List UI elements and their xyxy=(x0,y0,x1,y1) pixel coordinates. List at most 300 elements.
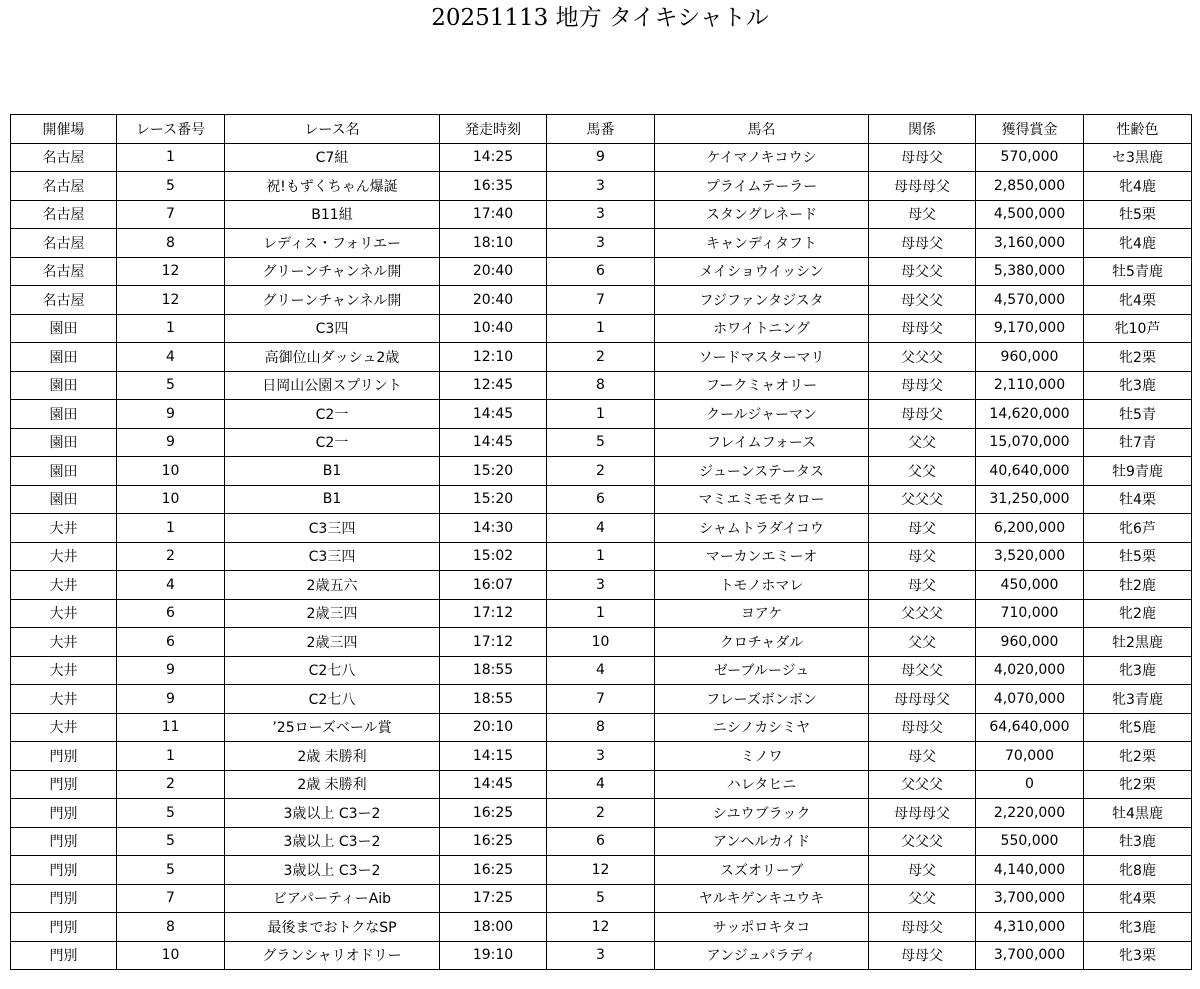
cell-race-number: 10 xyxy=(117,457,225,486)
cell-sex-age-color: 牝8鹿 xyxy=(1084,856,1192,885)
cell-post-time: 20:40 xyxy=(440,286,547,315)
cell-horse-name: ミノワ xyxy=(655,742,869,771)
cell-post-time: 17:12 xyxy=(440,599,547,628)
cell-race-number: 1 xyxy=(117,314,225,343)
cell-horse-name: アンヘルカイド xyxy=(655,827,869,856)
page-title: 20251113 地方 タイキシャトル xyxy=(431,5,769,31)
cell-race-name: B1 xyxy=(225,457,440,486)
cell-sex-age-color: 牡5栗 xyxy=(1084,200,1192,229)
cell-venue: 名古屋 xyxy=(11,172,117,201)
cell-relation: 父父父 xyxy=(869,770,976,799)
cell-earnings: 2,110,000 xyxy=(976,371,1084,400)
cell-relation: 母母父 xyxy=(869,229,976,258)
column-header-race-number: レース番号 xyxy=(117,115,225,144)
cell-venue: 園田 xyxy=(11,400,117,429)
cell-venue: 大井 xyxy=(11,599,117,628)
cell-race-name: C2一 xyxy=(225,428,440,457)
cell-race-number: 7 xyxy=(117,200,225,229)
table-row xyxy=(11,742,1192,771)
cell-sex-age-color: 牡2鹿 xyxy=(1084,571,1192,600)
cell-sex-age-color: 牡7青 xyxy=(1084,428,1192,457)
cell-venue: 園田 xyxy=(11,371,117,400)
cell-race-number: 12 xyxy=(117,286,225,315)
cell-relation: 母父 xyxy=(869,571,976,600)
cell-horse-number: 4 xyxy=(547,656,655,685)
cell-post-time: 16:25 xyxy=(440,827,547,856)
cell-venue: 大井 xyxy=(11,685,117,714)
cell-post-time: 16:07 xyxy=(440,571,547,600)
cell-post-time: 17:25 xyxy=(440,884,547,913)
column-header-race-name: レース名 xyxy=(225,115,440,144)
cell-post-time: 20:10 xyxy=(440,713,547,742)
cell-sex-age-color: 牡2黒鹿 xyxy=(1084,628,1192,657)
cell-race-number: 5 xyxy=(117,172,225,201)
cell-earnings: 6,200,000 xyxy=(976,514,1084,543)
cell-race-number: 8 xyxy=(117,913,225,942)
cell-horse-number: 6 xyxy=(547,485,655,514)
cell-race-number: 7 xyxy=(117,884,225,913)
cell-horse-name: シユウブラック xyxy=(655,799,869,828)
table-header-row xyxy=(11,115,1192,144)
cell-earnings: 960,000 xyxy=(976,628,1084,657)
cell-sex-age-color: 牝4栗 xyxy=(1084,884,1192,913)
cell-horse-name: フレーズボンボン xyxy=(655,685,869,714)
cell-race-number: 4 xyxy=(117,343,225,372)
cell-horse-number: 1 xyxy=(547,599,655,628)
cell-horse-name: クールジャーマン xyxy=(655,400,869,429)
cell-race-name: 2歳三四 xyxy=(225,628,440,657)
cell-horse-number: 9 xyxy=(547,143,655,172)
cell-horse-name: ケイマノキコウシ xyxy=(655,143,869,172)
cell-race-name: 2歳五六 xyxy=(225,571,440,600)
cell-earnings: 40,640,000 xyxy=(976,457,1084,486)
cell-race-number: 4 xyxy=(117,571,225,600)
cell-post-time: 15:02 xyxy=(440,542,547,571)
cell-post-time: 14:25 xyxy=(440,143,547,172)
cell-earnings: 4,570,000 xyxy=(976,286,1084,315)
table-row xyxy=(11,457,1192,486)
table-row xyxy=(11,628,1192,657)
cell-race-number: 5 xyxy=(117,799,225,828)
cell-sex-age-color: 牝3栗 xyxy=(1084,941,1192,970)
cell-race-name: ’25ローズベール賞 xyxy=(225,713,440,742)
cell-horse-name: ヤルキゲンキユウキ xyxy=(655,884,869,913)
cell-horse-number: 3 xyxy=(547,200,655,229)
cell-horse-number: 1 xyxy=(547,400,655,429)
table-row xyxy=(11,599,1192,628)
cell-venue: 名古屋 xyxy=(11,200,117,229)
cell-venue: 大井 xyxy=(11,713,117,742)
cell-race-number: 8 xyxy=(117,229,225,258)
cell-horse-name: ソードマスターマリ xyxy=(655,343,869,372)
cell-earnings: 4,020,000 xyxy=(976,656,1084,685)
column-header-venue: 開催場 xyxy=(11,115,117,144)
cell-relation: 母母父 xyxy=(869,371,976,400)
cell-post-time: 15:20 xyxy=(440,485,547,514)
cell-post-time: 18:55 xyxy=(440,656,547,685)
table-row xyxy=(11,770,1192,799)
cell-sex-age-color: 牝2栗 xyxy=(1084,343,1192,372)
cell-sex-age-color: 牡9青鹿 xyxy=(1084,457,1192,486)
cell-horse-number: 8 xyxy=(547,371,655,400)
cell-race-number: 9 xyxy=(117,428,225,457)
cell-race-number: 1 xyxy=(117,742,225,771)
cell-relation: 母母父 xyxy=(869,713,976,742)
table-row xyxy=(11,172,1192,201)
cell-horse-number: 6 xyxy=(547,827,655,856)
cell-relation: 母父父 xyxy=(869,656,976,685)
cell-race-number: 5 xyxy=(117,827,225,856)
cell-post-time: 16:25 xyxy=(440,799,547,828)
cell-horse-number: 3 xyxy=(547,571,655,600)
cell-race-name: レディス・フォリエー xyxy=(225,229,440,258)
cell-relation: 母母父 xyxy=(869,143,976,172)
cell-earnings: 3,700,000 xyxy=(976,941,1084,970)
cell-horse-name: メイショウイッシン xyxy=(655,257,869,286)
cell-venue: 大井 xyxy=(11,571,117,600)
table-row xyxy=(11,485,1192,514)
cell-race-number: 2 xyxy=(117,770,225,799)
cell-relation: 母父父 xyxy=(869,257,976,286)
cell-earnings: 570,000 xyxy=(976,143,1084,172)
cell-sex-age-color: 牝3鹿 xyxy=(1084,913,1192,942)
cell-post-time: 15:20 xyxy=(440,457,547,486)
cell-horse-name: サッポロキタコ xyxy=(655,913,869,942)
cell-horse-name: ヨアケ xyxy=(655,599,869,628)
cell-race-name: C2一 xyxy=(225,400,440,429)
table-row xyxy=(11,371,1192,400)
table-body xyxy=(11,143,1192,970)
cell-venue: 門別 xyxy=(11,827,117,856)
cell-earnings: 450,000 xyxy=(976,571,1084,600)
cell-post-time: 16:25 xyxy=(440,856,547,885)
cell-race-number: 9 xyxy=(117,656,225,685)
cell-race-number: 10 xyxy=(117,485,225,514)
cell-horse-number: 5 xyxy=(547,428,655,457)
table-row xyxy=(11,656,1192,685)
cell-relation: 母母父 xyxy=(869,913,976,942)
cell-horse-number: 7 xyxy=(547,685,655,714)
cell-sex-age-color: 牝6芦 xyxy=(1084,514,1192,543)
cell-horse-name: ニシノカシミヤ xyxy=(655,713,869,742)
cell-horse-number: 1 xyxy=(547,542,655,571)
cell-horse-number: 5 xyxy=(547,884,655,913)
cell-post-time: 10:40 xyxy=(440,314,547,343)
cell-sex-age-color: 牡4栗 xyxy=(1084,485,1192,514)
table-row xyxy=(11,514,1192,543)
cell-earnings: 31,250,000 xyxy=(976,485,1084,514)
table-row xyxy=(11,799,1192,828)
cell-race-name: B1 xyxy=(225,485,440,514)
cell-sex-age-color: 牡5青 xyxy=(1084,400,1192,429)
column-header-sex-age-color: 性齢色 xyxy=(1084,115,1192,144)
cell-horse-name: アンジュパラディ xyxy=(655,941,869,970)
table-row xyxy=(11,713,1192,742)
cell-race-name: 3歳以上 C3ー2 xyxy=(225,856,440,885)
table-row xyxy=(11,343,1192,372)
cell-horse-name: フークミャオリー xyxy=(655,371,869,400)
table-row xyxy=(11,827,1192,856)
cell-post-time: 14:45 xyxy=(440,428,547,457)
cell-venue: 門別 xyxy=(11,799,117,828)
cell-venue: 大井 xyxy=(11,656,117,685)
cell-horse-name: フレイムフォース xyxy=(655,428,869,457)
cell-race-name: C2七八 xyxy=(225,685,440,714)
cell-race-name: 2歳 未勝利 xyxy=(225,770,440,799)
cell-post-time: 14:30 xyxy=(440,514,547,543)
cell-horse-name: スズオリーブ xyxy=(655,856,869,885)
table-row xyxy=(11,200,1192,229)
table-row xyxy=(11,685,1192,714)
cell-race-number: 1 xyxy=(117,514,225,543)
cell-race-number: 9 xyxy=(117,400,225,429)
cell-race-name: 2歳 未勝利 xyxy=(225,742,440,771)
cell-relation: 母父 xyxy=(869,200,976,229)
cell-race-name: 日岡山公園スプリント xyxy=(225,371,440,400)
cell-race-number: 6 xyxy=(117,628,225,657)
cell-sex-age-color: 牡5栗 xyxy=(1084,542,1192,571)
cell-race-name: C3四 xyxy=(225,314,440,343)
table-row xyxy=(11,400,1192,429)
cell-horse-number: 3 xyxy=(547,229,655,258)
cell-earnings: 4,140,000 xyxy=(976,856,1084,885)
cell-horse-name: キャンディタフト xyxy=(655,229,869,258)
race-table xyxy=(10,114,1192,970)
cell-sex-age-color: 牡4黒鹿 xyxy=(1084,799,1192,828)
cell-earnings: 70,000 xyxy=(976,742,1084,771)
cell-horse-name: マーカンエミーオ xyxy=(655,542,869,571)
cell-relation: 父父父 xyxy=(869,599,976,628)
cell-sex-age-color: 牝10芦 xyxy=(1084,314,1192,343)
cell-post-time: 14:45 xyxy=(440,400,547,429)
cell-relation: 母母父 xyxy=(869,941,976,970)
cell-relation: 父父 xyxy=(869,457,976,486)
cell-sex-age-color: 牝3青鹿 xyxy=(1084,685,1192,714)
cell-race-name: グリーンチャンネル開 xyxy=(225,286,440,315)
cell-race-name: 3歳以上 C3ー2 xyxy=(225,799,440,828)
cell-horse-name: トモノホマレ xyxy=(655,571,869,600)
cell-venue: 名古屋 xyxy=(11,143,117,172)
cell-venue: 名古屋 xyxy=(11,257,117,286)
cell-race-name: 祝!もずくちゃん爆誕 xyxy=(225,172,440,201)
cell-relation: 父父 xyxy=(869,428,976,457)
cell-horse-name: シャムトラダイコウ xyxy=(655,514,869,543)
cell-post-time: 12:45 xyxy=(440,371,547,400)
cell-horse-name: マミエミモモタロー xyxy=(655,485,869,514)
cell-horse-number: 6 xyxy=(547,257,655,286)
cell-race-name: C2七八 xyxy=(225,656,440,685)
cell-race-number: 12 xyxy=(117,257,225,286)
cell-race-name: グリーンチャンネル開 xyxy=(225,257,440,286)
cell-venue: 大井 xyxy=(11,514,117,543)
cell-venue: 園田 xyxy=(11,485,117,514)
cell-horse-number: 12 xyxy=(547,913,655,942)
cell-race-number: 10 xyxy=(117,941,225,970)
cell-horse-number: 2 xyxy=(547,343,655,372)
cell-earnings: 710,000 xyxy=(976,599,1084,628)
cell-earnings: 9,170,000 xyxy=(976,314,1084,343)
cell-race-number: 5 xyxy=(117,856,225,885)
cell-post-time: 14:45 xyxy=(440,770,547,799)
cell-venue: 門別 xyxy=(11,742,117,771)
table-row xyxy=(11,428,1192,457)
cell-sex-age-color: 牝4鹿 xyxy=(1084,172,1192,201)
cell-earnings: 960,000 xyxy=(976,343,1084,372)
table-row xyxy=(11,571,1192,600)
column-header-earnings: 獲得賞金 xyxy=(976,115,1084,144)
cell-earnings: 4,310,000 xyxy=(976,913,1084,942)
cell-horse-number: 4 xyxy=(547,770,655,799)
cell-horse-name: ゼーブルージュ xyxy=(655,656,869,685)
cell-race-name: B11組 xyxy=(225,200,440,229)
cell-race-name: C7組 xyxy=(225,143,440,172)
table-row xyxy=(11,314,1192,343)
cell-post-time: 20:40 xyxy=(440,257,547,286)
cell-earnings: 14,620,000 xyxy=(976,400,1084,429)
cell-horse-number: 8 xyxy=(547,713,655,742)
cell-sex-age-color: 牝2鹿 xyxy=(1084,599,1192,628)
cell-relation: 母父 xyxy=(869,742,976,771)
cell-horse-number: 12 xyxy=(547,856,655,885)
table-row xyxy=(11,884,1192,913)
cell-earnings: 3,700,000 xyxy=(976,884,1084,913)
cell-earnings: 5,380,000 xyxy=(976,257,1084,286)
cell-post-time: 19:10 xyxy=(440,941,547,970)
table-row xyxy=(11,286,1192,315)
cell-relation: 母父 xyxy=(869,542,976,571)
cell-venue: 園田 xyxy=(11,457,117,486)
cell-venue: 門別 xyxy=(11,941,117,970)
cell-race-name: ビアパーティーAib xyxy=(225,884,440,913)
cell-sex-age-color: 牡5青鹿 xyxy=(1084,257,1192,286)
cell-race-number: 2 xyxy=(117,542,225,571)
cell-relation: 母父 xyxy=(869,514,976,543)
cell-venue: 大井 xyxy=(11,628,117,657)
table-row xyxy=(11,143,1192,172)
cell-race-number: 9 xyxy=(117,685,225,714)
cell-relation: 母母母父 xyxy=(869,685,976,714)
column-header-horse-name: 馬名 xyxy=(655,115,869,144)
cell-relation: 母母母父 xyxy=(869,799,976,828)
cell-relation: 母母父 xyxy=(869,400,976,429)
column-header-relation: 関係 xyxy=(869,115,976,144)
cell-earnings: 550,000 xyxy=(976,827,1084,856)
cell-race-name: 2歳三四 xyxy=(225,599,440,628)
cell-earnings: 2,850,000 xyxy=(976,172,1084,201)
cell-venue: 園田 xyxy=(11,428,117,457)
cell-horse-number: 3 xyxy=(547,742,655,771)
cell-sex-age-color: 牝3鹿 xyxy=(1084,371,1192,400)
cell-horse-name: フジファンタジスタ xyxy=(655,286,869,315)
cell-venue: 園田 xyxy=(11,343,117,372)
cell-earnings: 15,070,000 xyxy=(976,428,1084,457)
cell-venue: 門別 xyxy=(11,856,117,885)
cell-relation: 父父 xyxy=(869,884,976,913)
table-row xyxy=(11,542,1192,571)
cell-earnings: 64,640,000 xyxy=(976,713,1084,742)
cell-earnings: 4,500,000 xyxy=(976,200,1084,229)
cell-horse-number: 1 xyxy=(547,314,655,343)
cell-sex-age-color: 牝4栗 xyxy=(1084,286,1192,315)
cell-horse-number: 10 xyxy=(547,628,655,657)
column-header-post-time: 発走時刻 xyxy=(440,115,547,144)
cell-race-name: 最後までおトクなSP xyxy=(225,913,440,942)
cell-relation: 父父父 xyxy=(869,827,976,856)
cell-race-name: C3三四 xyxy=(225,514,440,543)
cell-sex-age-color: 牝2栗 xyxy=(1084,742,1192,771)
cell-horse-name: プライムテーラー xyxy=(655,172,869,201)
cell-relation: 母父 xyxy=(869,856,976,885)
cell-relation: 母父父 xyxy=(869,286,976,315)
cell-race-number: 5 xyxy=(117,371,225,400)
table-row xyxy=(11,941,1192,970)
cell-horse-number: 4 xyxy=(547,514,655,543)
cell-horse-name: クロチャダル xyxy=(655,628,869,657)
cell-post-time: 17:40 xyxy=(440,200,547,229)
table-row xyxy=(11,856,1192,885)
cell-horse-number: 2 xyxy=(547,799,655,828)
cell-venue: 名古屋 xyxy=(11,286,117,315)
cell-earnings: 4,070,000 xyxy=(976,685,1084,714)
cell-relation: 父父父 xyxy=(869,343,976,372)
cell-race-name: 高御位山ダッシュ2歳 xyxy=(225,343,440,372)
cell-venue: 園田 xyxy=(11,314,117,343)
cell-venue: 門別 xyxy=(11,913,117,942)
cell-horse-name: ハレタヒニ xyxy=(655,770,869,799)
cell-earnings: 3,160,000 xyxy=(976,229,1084,258)
table-row xyxy=(11,913,1192,942)
cell-post-time: 17:12 xyxy=(440,628,547,657)
cell-race-number: 1 xyxy=(117,143,225,172)
column-header-horse-number: 馬番 xyxy=(547,115,655,144)
cell-venue: 大井 xyxy=(11,542,117,571)
cell-sex-age-color: 牝5鹿 xyxy=(1084,713,1192,742)
cell-horse-name: ホワイトニング xyxy=(655,314,869,343)
cell-horse-number: 3 xyxy=(547,172,655,201)
cell-horse-number: 2 xyxy=(547,457,655,486)
cell-post-time: 16:35 xyxy=(440,172,547,201)
cell-post-time: 18:10 xyxy=(440,229,547,258)
cell-race-name: グランシャリオドリー xyxy=(225,941,440,970)
cell-earnings: 0 xyxy=(976,770,1084,799)
cell-horse-number: 3 xyxy=(547,941,655,970)
cell-sex-age-color: 牝2栗 xyxy=(1084,770,1192,799)
table-row xyxy=(11,229,1192,258)
cell-post-time: 14:15 xyxy=(440,742,547,771)
cell-sex-age-color: 牝4鹿 xyxy=(1084,229,1192,258)
cell-race-name: 3歳以上 C3ー2 xyxy=(225,827,440,856)
cell-horse-name: ジューンステータス xyxy=(655,457,869,486)
cell-earnings: 2,220,000 xyxy=(976,799,1084,828)
cell-relation: 父父 xyxy=(869,628,976,657)
cell-relation: 母母母父 xyxy=(869,172,976,201)
cell-horse-number: 7 xyxy=(547,286,655,315)
cell-relation: 父父父 xyxy=(869,485,976,514)
cell-sex-age-color: 牝3鹿 xyxy=(1084,656,1192,685)
cell-venue: 門別 xyxy=(11,884,117,913)
cell-race-number: 11 xyxy=(117,713,225,742)
cell-venue: 名古屋 xyxy=(11,229,117,258)
cell-race-number: 6 xyxy=(117,599,225,628)
cell-post-time: 12:10 xyxy=(440,343,547,372)
cell-relation: 母母父 xyxy=(869,314,976,343)
cell-sex-age-color: 牡3鹿 xyxy=(1084,827,1192,856)
table-row xyxy=(11,257,1192,286)
cell-post-time: 18:00 xyxy=(440,913,547,942)
cell-post-time: 18:55 xyxy=(440,685,547,714)
cell-earnings: 3,520,000 xyxy=(976,542,1084,571)
cell-race-name: C3三四 xyxy=(225,542,440,571)
